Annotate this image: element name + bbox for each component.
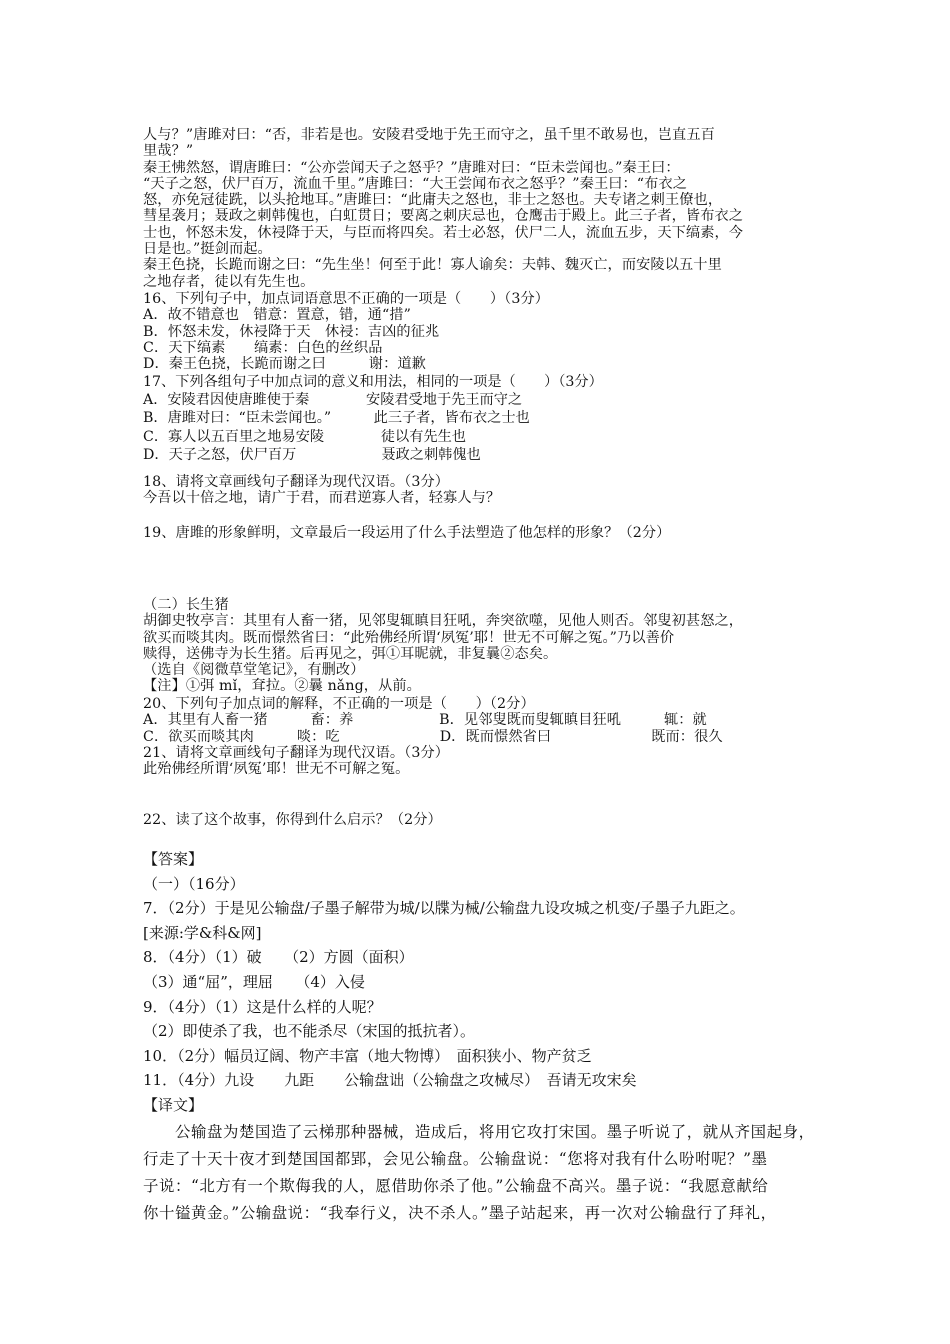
answer-line: （一）（16分） bbox=[143, 874, 245, 893]
answer-line: 9．（4分）（1）这是什么样的人呢？ bbox=[143, 997, 382, 1016]
text-line: 之地存者，徒以有先生也。 bbox=[143, 273, 315, 290]
question-stem: 22、读了这个故事，你得到什么启示？（2分） bbox=[143, 812, 442, 828]
text-line: 胡御史牧亭言：其里有人畜一猪，见邻叟辄瞋目狂吼，奔突欲噬，见他人则否。邻叟初甚怒之， bbox=[143, 613, 744, 630]
option-d: D．天子之怒，伏尸百万 聂政之刺韩傀也 bbox=[143, 446, 481, 463]
option-a: A．故不错意也 错意：置意，错，通“措” bbox=[143, 307, 411, 324]
text-line: “天子之怒，伏尸百万，流血千里。”唐雎曰：“大王尝闻布衣之怒乎？”秦王曰：“布衣之 bbox=[143, 175, 688, 192]
text-line: 人与？”唐雎对曰：“否，非若是也。安陵君受地于先王而守之，虽千里不敢易也，岂直五百 bbox=[143, 127, 715, 143]
answer-line: （2）即使杀了我，也不能杀尽（宋国的抵抗者）。 bbox=[143, 1022, 476, 1041]
answer-line: 8．（4分）（1）破 （2）方圆（面积） bbox=[143, 948, 414, 967]
text-line: 子说：“北方有一个欺侮我的人，愿借助你杀了他。”公输盘不高兴。墨子说：“我愿意献给 bbox=[143, 1177, 769, 1195]
text-line: 秦王怫然怒，谓唐雎曰：“公亦尝闻天子之怒乎？”唐雎对曰：“臣未尝闻也。”秦王曰： bbox=[143, 159, 680, 176]
answer-line: 7．（2分）于是见公输盘/子墨子解带为城/以牒为械/公输盘九设攻城之机变/子墨子九距之。 bbox=[143, 899, 745, 918]
question-17 bbox=[143, 373, 823, 464]
options-a-b: A．其里有人畜一猪 畜：养 B．见邻叟既而叟辄瞋目狂吼 辄：就 bbox=[143, 712, 707, 729]
question-22 bbox=[143, 812, 823, 828]
text-line: 彗星袭月；聂政之刺韩傀也，白虹贯日；要离之刺庆忌也，仓鹰击于殿上。此三子者，皆布衣之 bbox=[143, 208, 744, 225]
annotation-note: 【注】①弭 mǐ，耷拉。②曩 nǎng，从前。 bbox=[143, 678, 421, 695]
question-21-stem: 21、请将文章画线句子翻译为现代汉语。（3分） bbox=[143, 744, 450, 761]
text-line: 士也，怀怒未发，休祲降于天，与臣而将四矣。若士必怒，伏尸二人，流血五步，天下缟素，今 bbox=[143, 224, 744, 241]
text-line: 怒，亦免冠徒跣，以头抢地耳。”唐雎曰：“此庸夫之怒也，非士之怒也。夫专诸之刺王僚也， bbox=[143, 192, 723, 209]
answer-line: [来源:学&科&网] bbox=[143, 923, 262, 942]
option-c: C．天下缟素 缟素：白色的丝织品 bbox=[143, 339, 383, 356]
text-line: 你十镒黄金。”公输盘说：“我奉行义，决不杀人。”墨子站起来，再一次对公输盘行了拜礼， bbox=[143, 1204, 777, 1222]
text-line: 欲买而啖其肉。既而憬然省曰：“此殆佛经所谓‘夙冤’耶！世无不可解之冤。”乃以善价 bbox=[143, 629, 675, 646]
translation-heading: 【译文】 bbox=[143, 1095, 204, 1114]
option-c: C．寡人以五百里之地易安陵 徒以有先生也 bbox=[143, 428, 466, 445]
passage-1-text bbox=[143, 127, 823, 290]
questions-20-21 bbox=[143, 696, 823, 777]
option-b: B．唐雎对曰：“臣未尝闻也。” 此三子者，皆布衣之士也 bbox=[143, 410, 530, 427]
question-16 bbox=[143, 291, 823, 372]
sentence-to-translate: 此殆佛经所谓‘夙冤’耶！世无不可解之冤。 bbox=[143, 761, 410, 778]
option-b: B．怀怒未发，休祲降于天 休祲：吉凶的征兆 bbox=[143, 323, 440, 340]
option-a: A．安陵君因使唐雎使于秦 安陵君受地于先王而守之 bbox=[143, 392, 523, 409]
answers-section bbox=[143, 847, 823, 1118]
options-c-d: C．欲买而啖其肉 啖：吃 D．既而憬然省曰 既而：很久 bbox=[143, 728, 723, 745]
answer-line: 10．（2分）幅员辽阔、物产丰富（地大物博） 面积狭小、物产贫乏 bbox=[143, 1046, 592, 1065]
option-d: D．秦王色挠，长跪而谢之曰 谢：道歉 bbox=[143, 356, 426, 373]
answer-line: （3）通“屈”，理屈 （4）入侵 bbox=[143, 972, 365, 991]
question-stem: 16、下列句子中，加点词语意思不正确的一项是（ ）（3分） bbox=[143, 291, 550, 307]
question-stem: 17、下列各组句子中加点词的意义和用法，相同的一项是（ ）（3分） bbox=[143, 374, 603, 390]
text-line: 赎得，送佛寺为长生猪。后再见之，弭①耳昵就，非复曩②态矣。 bbox=[143, 645, 558, 662]
text-line: 日是也。”挺剑而起。 bbox=[143, 241, 272, 258]
answers-heading: 【答案】 bbox=[143, 850, 204, 868]
question-stem: 18、请将文章画线句子翻译为现代汉语。（3分） bbox=[143, 474, 450, 490]
source-note: （选自《阅微草堂笔记》，有删改） bbox=[143, 662, 365, 679]
answer-line: 11．（4分）九设 九距 公输盘诎（公输盘之攻械尽） 吾请无攻宋矣 bbox=[143, 1071, 637, 1090]
question-19 bbox=[143, 525, 823, 541]
text-line: 里哉？” bbox=[143, 143, 194, 160]
section-title: （二）长生猪 bbox=[143, 597, 229, 613]
sentence-to-translate: 今吾以十倍之地，请广于君，而君逆寡人者，轻寡人与？ bbox=[143, 490, 501, 507]
question-stem: 19、唐雎的形象鲜明，文章最后一段运用了什么手法塑造了他怎样的形象？（2分） bbox=[143, 525, 671, 541]
translation-paragraph bbox=[143, 1119, 823, 1227]
text-line: 秦王色挠，长跪而谢之曰：“先生坐！何至于此！寡人谕矣：夫韩、魏灭亡，而安陵以五十里 bbox=[143, 257, 722, 274]
passage-2-text bbox=[143, 597, 823, 695]
question-20-stem: 20、下列句子加点词的解释，不正确的一项是（ ）（2分） bbox=[143, 696, 535, 712]
text-line: 公输盘为楚国造了云梯那种器械，造成后，将用它攻打宋国。墨子听说了，就从齐国起身， bbox=[175, 1123, 815, 1141]
question-18 bbox=[143, 474, 823, 507]
text-line: 行走了十天十夜才到楚国国都郢，会见公输盘。公输盘说：“您将对我有什么吩咐呢？”墨 bbox=[143, 1150, 768, 1168]
